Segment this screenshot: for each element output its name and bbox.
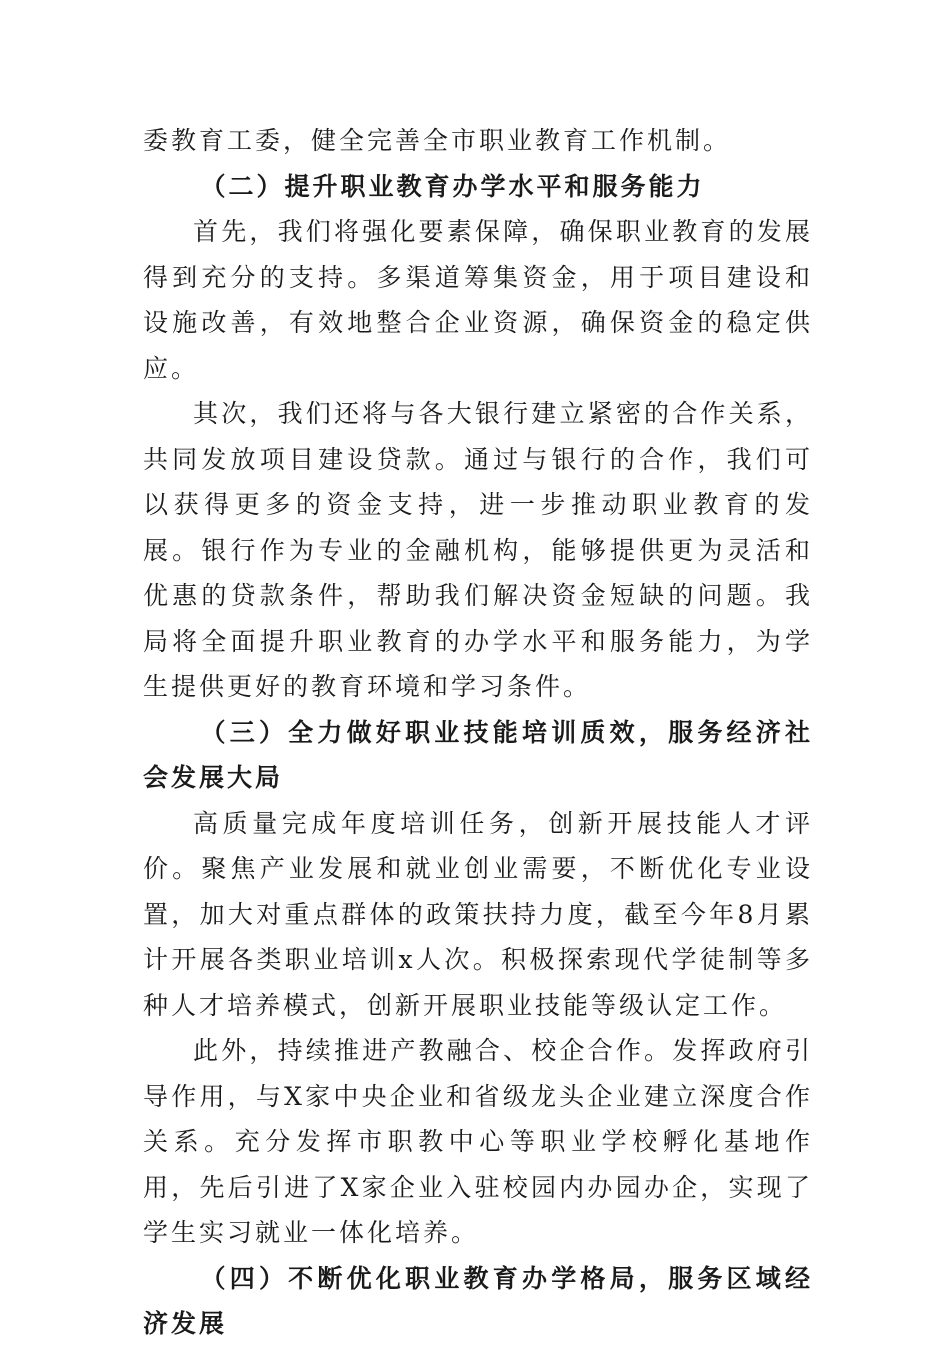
section-heading-2: （二）提升职业教育办学水平和服务能力 xyxy=(200,171,705,201)
paragraph-continued: 委教育工委，健全完善全市职业教育工作机制。 xyxy=(143,126,732,155)
paragraph-cooperation: 此外，持续推进产教融合、校企合作。发挥政府引导作用，与X家中央企业和省级龙头企业建立深度合作关系。充分发挥市职教中心等职业学校孵化基地作用，先后引进了X家企业入驻校园内办园办企，实现了学生实习就业一体化培养。 xyxy=(143,1036,813,1247)
paragraph-funding: 首先，我们将强化要素保障，确保职业教育的发展得到充分的支持。多渠道筹集资金，用于项目建设和设施改善，有效地整合企业资源，确保资金的稳定供应。 xyxy=(143,217,813,383)
section-heading-4: （四）不断优化职业教育办学格局，服务区域经济发展 xyxy=(143,1263,813,1338)
section-heading-3: （三）全力做好职业技能培训质效，服务经济社会发展大局 xyxy=(143,717,813,792)
paragraph-training: 高质量完成年度培训任务，创新开展技能人才评价。聚焦产业发展和就业创业需要，不断优化专业设置，加大对重点群体的政策扶持力度，截至今年8月累计开展各类职业培训x人次。积极探索现代学徒制等多种人才培养模式，创新开展职业技能等级认定工作。 xyxy=(143,808,813,1020)
paragraph-banks: 其次，我们还将与各大银行建立紧密的合作关系，共同发放项目建设贷款。通过与银行的合作，我们可以获得更多的资金支持，进一步推动职业教育的发展。银行作为专业的金融机构，能够提供更为灵活和优惠的贷款条件，帮助我们解决资金短缺的问题。我局将全面提升职业教育的办学水平和服务能力，为学生提供更好的教育环境和学习条件。 xyxy=(143,399,813,701)
document-body xyxy=(143,118,813,1347)
